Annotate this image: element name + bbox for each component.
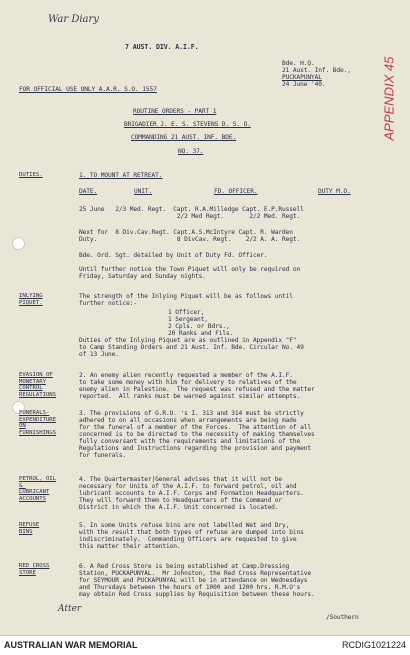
duty-row-2: Next for 8 Div.Cav.Regt. Capt.A.S.McIntyre Capt. R. Warden (79, 229, 293, 236)
footer-record-id: RCDIG1021224 (341, 640, 406, 650)
evasion-text: 2. An enemy alien recently requested a member of the A.I.F. to take some money with him for delivery to relatives of the enemy alien in Palestine. The request was refused and the matter reported. All ranks must be warned against similar attempts. (79, 372, 315, 400)
hq-date: 24 June '40. (282, 81, 326, 88)
hq-line-1: Bde. H.Q. (282, 60, 315, 67)
duties-heading: 1. TO MOUNT AT RETREAT. (79, 172, 163, 179)
commanding-line: COMMANDING 21 AUST. INF. BDE. (131, 134, 237, 141)
inlying-list-3: 2 Cpls. or Bdrs., (168, 323, 230, 330)
orders-title: ROUTINE ORDERS - PART 1 (133, 108, 217, 115)
inlying-label: INLYING PIQUET. (19, 293, 43, 306)
duties-label: DUTIES. (19, 172, 43, 178)
inlying-list-2: 1 Sergeant, (168, 316, 208, 323)
inlying-text: The strength of the Inlying Piquet will be as follows until further notice:- (79, 293, 293, 307)
punch-hole (12, 237, 25, 250)
inlying-duties-text: Duties of the Inlying Piquet are as outlined in Appendix "F" to Camp Standing Orders and 21 Aust. Inf. Bde. Circular No. 49 of 13 June. (79, 337, 304, 358)
redcross-text: 6. A Red Cross Store is being established at Camp.Dressing Station, PUCKAPUNYAL. Mr Johnston, the Red Cross Representative for SEYMOUR and PUCKAPUNYAL will be in attendance on Wednesdays and Thursdays between the hours of 1000 and 1200 hrs. R.M.O's may obtain Red Cross supplies by Requisition between these hours. (79, 563, 315, 598)
duty-row-1-units: 2/2 Med Regt. 2/2 Med. Regt. (79, 213, 301, 220)
duty-row-1: 25 June 2/3 Med. Regt. Capt. R.A.Milledge Capt. E.P.Russell (79, 206, 304, 213)
war-diary-annotation: War Diary (48, 14, 99, 25)
official-use-line: FOR OFFICIAL USE ONLY A.A.R. S.O. 1557 (19, 86, 157, 93)
unit-title: 7 AUST. DIV. A.I.F. (125, 43, 199, 51)
petrol-label: PETROL, OIL & LUBRICANT ACCOUNTS (19, 476, 57, 502)
brigadier-line: BRIGADIER J. E. S. STEVENS D. S. O. (124, 121, 251, 128)
inlying-list-1: 1 Officer, (168, 309, 205, 316)
petrol-text: 4. The Quartermaster|General advises that it will not be necessary for Units of the A.I.F. to forward petrol, oil and lubricant accounts to A.I.F. Corps and Formation Headquarters. They will forward them to Headquarters of the Command or District in which the A.I.F. Unit concerned is located. (79, 476, 304, 511)
col-head-unit: UNIT. (134, 188, 153, 195)
duty-row-2-units: Duty. 8 DivCav. Regt. 2/2 A. A. Regt. (79, 236, 301, 243)
funerals-label: FUNERALS- EXPENDITURE ON FURNISHINGS (19, 410, 57, 436)
hq-line-3: PUCKAPUNYAL (282, 74, 322, 81)
continuation-text: /Southern (326, 614, 359, 621)
footer-bar (0, 635, 410, 655)
funerals-text: 3. The provisions of G.R.O. 's I. 313 and 314 must be strictly adhered to on all occasions when arrangements are being made for the funeral of a member of the Forces. The attention of all concerned is to be directed to the necessity of making themselves fully conversant with the requirements and limitations of the Regulations and Instructions regarding the provision and payment for funerals. (79, 410, 315, 459)
refuse-label: REFUSE BINS (19, 522, 40, 535)
redcross-label: RED CROSS STORE (19, 563, 50, 576)
appendix-annotation: APPENDIX 45 (381, 56, 397, 141)
hq-line-2: 21 Aust. Inf. Bde., (282, 67, 351, 74)
footer-source: AUSTRALIAN WAR MEMORIAL (4, 640, 138, 650)
order-number: NO. 37. (178, 148, 204, 155)
col-head-mo: DUTY M.O. (318, 188, 351, 195)
initials-annotation: Atter (58, 604, 82, 614)
refuse-text: 5. In some Units refuse bins are not labelled Wet and Dry, with the result that both types of refuse are dumped into bins indiscriminately. Commanding Officers are requested to give this matter their attention. (79, 522, 304, 550)
evasion-label: EVASION OF MONETARY CONTROL REGULATIONS (19, 372, 57, 398)
col-head-date: DATE. (79, 188, 98, 195)
ord-sgt-line: Bde. Ord. Sgt. detailed by Unit of Duty Fd. Officer. (79, 252, 268, 259)
town-piquet-note: Until further notice the Town Piquet will only be required on Friday, Saturday and Sunday nights. (79, 266, 301, 280)
col-head-officer: FD. OFFICER. (214, 188, 258, 195)
inlying-list-4: 20 Ranks and Fils. (168, 330, 234, 337)
